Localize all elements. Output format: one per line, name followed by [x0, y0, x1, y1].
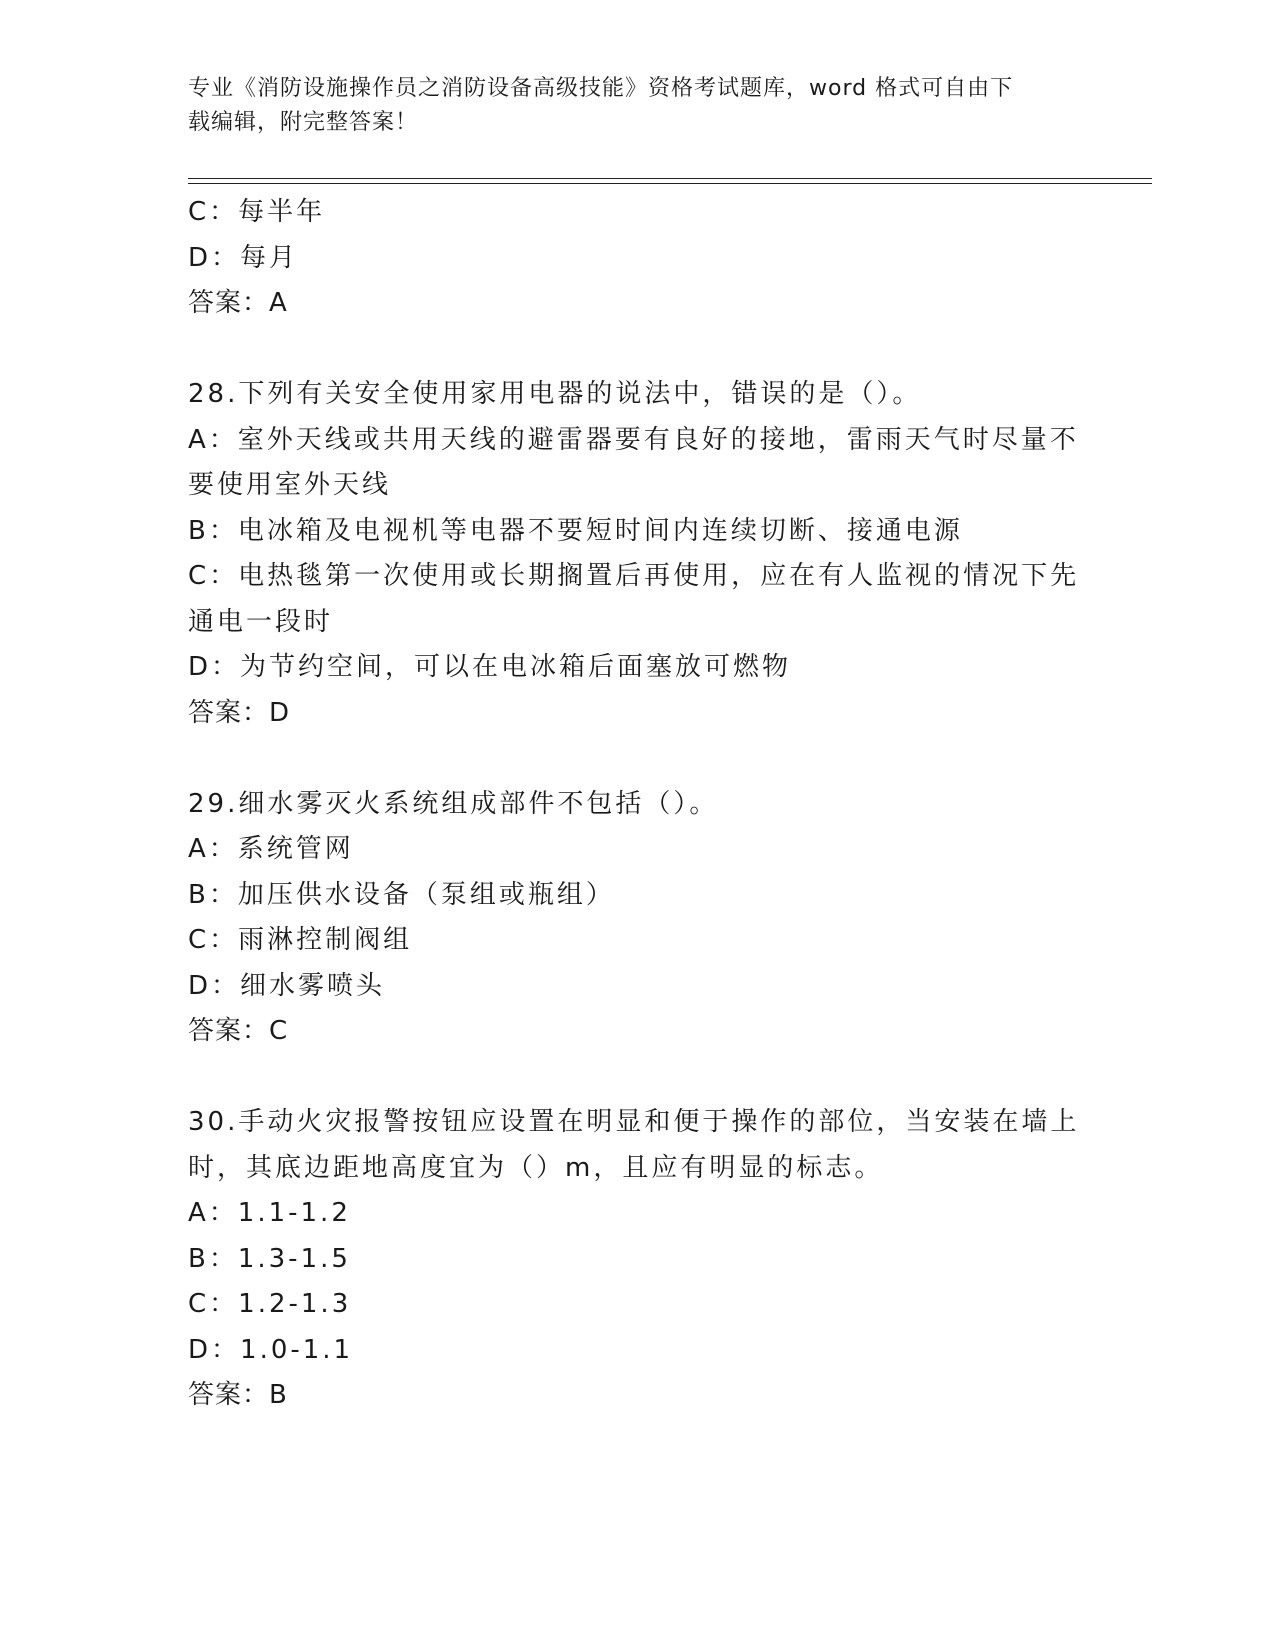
option-b: B：加压供水设备（泵组或瓶组）: [188, 879, 615, 910]
question-30: [188, 1100, 1088, 1419]
answer-line: 答案：B: [188, 1380, 288, 1410]
option-a: A：系统管网: [188, 834, 354, 864]
question-content: [188, 190, 1088, 1419]
option-d: D：细水雾喷头: [188, 970, 386, 1001]
prev-question: [188, 190, 1088, 327]
option-a-continued: 要使用室外天线: [188, 470, 392, 500]
option-c: C：1.2-1.3: [188, 1289, 352, 1319]
option-c: C：电热毯第一次使用或长期搁置后再使用，应在有人监视的情况下先: [188, 561, 1080, 591]
header-divider-top: [188, 178, 1152, 179]
answer-line: 答案：C: [188, 1016, 289, 1046]
question-stem: 29.细水雾灭火系统组成部件不包括（）。: [188, 788, 719, 819]
question-stem-continued: 时，其底边距地高度宜为（）m，且应有明显的标志。: [188, 1152, 884, 1183]
option-d: D：1.0-1.1: [188, 1334, 354, 1365]
question-stem: 30.手动火灾报警按钮应设置在明显和便于操作的部位，当安装在墙上: [188, 1107, 1080, 1137]
header-line-2: 载编辑，附完整答案！: [188, 110, 419, 135]
spacer: [188, 736, 1088, 782]
option-b: B：电冰箱及电视机等电器不要短时间内连续切断、接通电源: [188, 515, 963, 546]
spacer: [188, 1055, 1088, 1101]
option-d: D：为节约空间，可以在电冰箱后面塞放可燃物: [188, 652, 792, 682]
header-divider-bottom: [188, 183, 1152, 184]
spacer: [188, 327, 1088, 373]
header-line-1: 专业《消防设施操作员之消防设备高级技能》资格考试题库，word 格式可自由下: [188, 76, 1014, 101]
answer-line: 答案：D: [188, 697, 291, 728]
option-b: B：1.3-1.5: [188, 1243, 351, 1274]
option-c-continued: 通电一段时: [188, 606, 334, 637]
question-28: [188, 372, 1088, 736]
option-c: C：雨淋控制阀组: [188, 925, 413, 955]
document-header: [188, 72, 1068, 140]
question-stem: 28.下列有关安全使用家用电器的说法中，错误的是（）。: [188, 379, 922, 409]
answer-line: 答案：A: [188, 288, 288, 318]
question-29: [188, 782, 1088, 1055]
option-d: D：每月: [188, 242, 299, 273]
option-a: A：1.1-1.2: [188, 1198, 351, 1228]
option-c: C：每半年: [188, 197, 326, 227]
option-a: A：室外天线或共用天线的避雷器要有良好的接地，雷雨天气时尽量不: [188, 424, 1079, 455]
